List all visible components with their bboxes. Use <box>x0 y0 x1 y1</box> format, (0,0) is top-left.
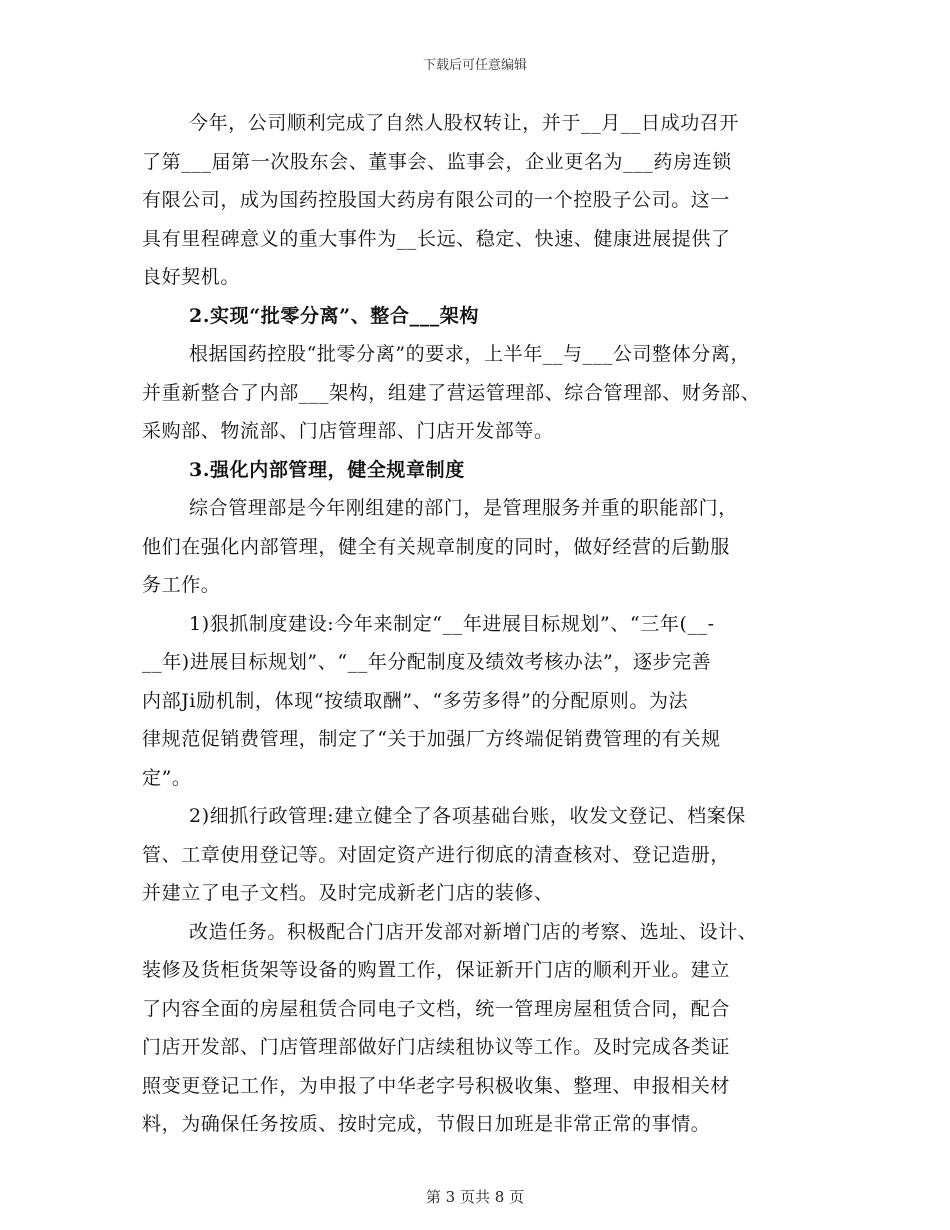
body-text-line: 门店开发部、门店管理部做好门店续租协议等工作。及时完成各类证 <box>142 1036 731 1058</box>
body-text-line: 具有里程碑意义的重大事件为__长远、稳定、快速、健康进展提供了 <box>142 227 731 250</box>
body-text-line: 务工作。 <box>142 574 221 596</box>
body-text-line: 有限公司，成为国药控股国大药房有限公司的一个控股子公司。这一 <box>142 189 731 211</box>
body-text-line: 采购部、物流部、门店管理部、门店开发部等。 <box>142 420 554 442</box>
section-heading: 2.实现“批零分离”、整合___架构 <box>189 304 479 327</box>
body-text-line: 并建立了电子文档。及时完成新老门店的装修、 <box>142 882 554 904</box>
body-text-line: 改造任务。积极配合门店开发部对新增门店的考察、选址、设计、 <box>189 920 758 943</box>
body-text-line: 2)细抓行政管理:建立健全了各项基础台账，收发文登记、档案保 <box>189 805 746 827</box>
page-header: 下载后可任意编辑 <box>422 58 527 73</box>
body-text-line: 今年，公司顺利完成了自然人股权转让，并于__月__日成功召开 <box>189 112 740 134</box>
body-text-line: 律规范促销费管理，制定了“关于加强厂方终端促销费管理的有关规 <box>142 728 721 750</box>
document-body <box>142 104 818 1144</box>
body-text-line: 综合管理部是今年刚组建的部门，是管理服务并重的职能部门， <box>189 497 738 519</box>
section-heading: 3.强化内部管理，健全规章制度 <box>189 458 465 481</box>
body-text-line: 根据国药控股“批零分离”的要求，上半年__与___公司整体分离， <box>189 343 751 365</box>
body-text-line: 料，为确保任务按质、按时完成，节假日加班是非常正常的事情。 <box>142 1113 711 1135</box>
body-text-line: 良好契机。 <box>142 266 241 288</box>
body-text-line: 照变更登记工作，为申报了中华老字号积极收集、整理、申报相关材 <box>142 1074 731 1097</box>
body-text-line: 他们在强化内部管理，健全有关规章制度的同时，做好经营的后勤服 <box>142 535 731 558</box>
body-text-line: 装修及货柜货架等设备的购置工作，保证新开门店的顺利开业。建立 <box>142 959 731 981</box>
body-text-line: 了内容全面的房屋租赁合同电子文档，统一管理房屋租赁合同，配合 <box>142 997 731 1020</box>
body-text-line: __年)进展目标规划”、“__年分配制度及绩效考核办法”，逐步完善 <box>142 651 712 673</box>
body-text-line: 1)狠抓制度建设:今年来制定“__年进展目标规划”、“三年(__- <box>189 612 715 635</box>
body-text-line: 管、工章使用登记等。对固定资产进行彻底的清查核对、登记造册， <box>142 843 731 866</box>
body-text-line: 并重新整合了内部___架构，组建了营运管理部、综合管理部、财务部、 <box>142 381 761 404</box>
page-footer: 第 3 页共 8 页 <box>425 1188 525 1206</box>
body-text-line: 了第___届第一次股东会、董事会、监事会，企业更名为___药房连锁 <box>142 150 732 173</box>
body-text-line: 内部Ji励机制，体现“按绩取酬”、“多劳多得”的分配原则。为法 <box>142 689 689 712</box>
body-text-line: 定”。 <box>142 766 192 789</box>
